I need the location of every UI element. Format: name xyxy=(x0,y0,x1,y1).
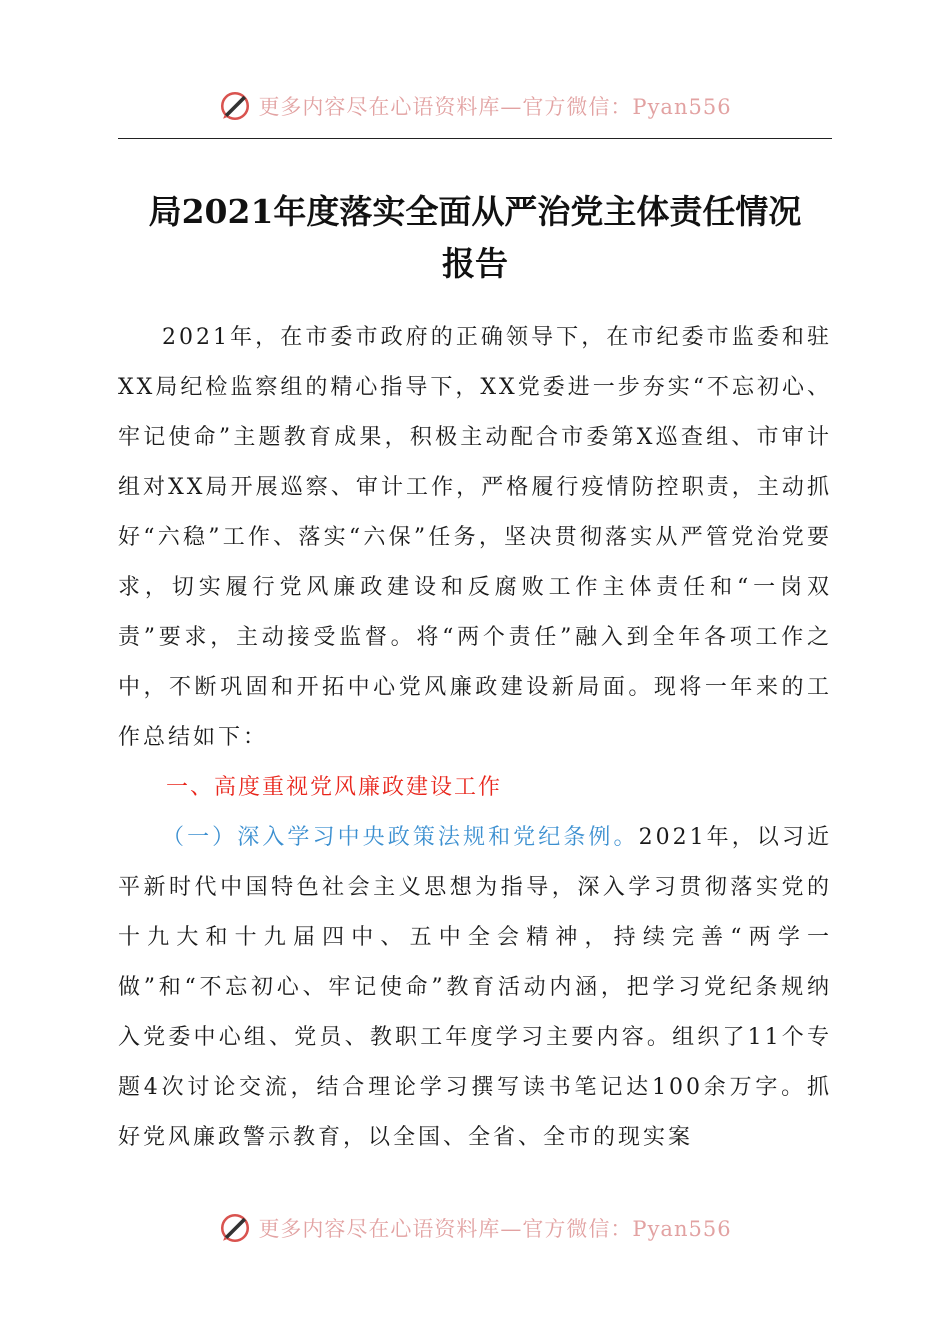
section-heading-1: 一、高度重视党风廉政建设工作 xyxy=(166,775,503,800)
subsection-paragraph-1 xyxy=(118,813,832,1163)
document-title xyxy=(90,186,860,290)
watermark-text: 更多内容尽在心语资料库—官方微信：Pyan556 xyxy=(258,95,732,119)
pen-circle-logo-icon xyxy=(218,89,252,123)
title-line-1: 局2021年度落实全面从严治党主体责任情况 xyxy=(148,192,802,231)
subsection-body-1: 2021年，以习近平新时代中国特色社会主义思想为指导，深入学习贯彻落实党的十九大和十九届四中、五中全会精神，持续完善“两学一做”和“不忘初心、牢记使命”教育活动内涵，把学习党纪条规纳入党委中心组、党员、教职工年度学习主要内容。组织了11个专题4次讨论交流，结合理论学习撰写读书笔记达100余万字。抓好党风廉政警示教育，以全国、全省、全市的现实案 xyxy=(118,825,832,1150)
watermark-header xyxy=(0,86,950,126)
watermark-footer xyxy=(0,1208,950,1248)
subsection-heading-1: （一）深入学习中央政策法规和党纪条例。 xyxy=(162,825,639,850)
watermark-text: 更多内容尽在心语资料库—官方微信：Pyan556 xyxy=(258,1217,732,1241)
title-line-2: 报告 xyxy=(442,244,508,283)
document-body xyxy=(118,313,832,1163)
intro-paragraph: 2021年，在市委市政府的正确领导下，在市纪委市监委和驻XX局纪检监察组的精心指导下，XX党委进一步夯实“不忘初心、牢记使命”主题教育成果，积极主动配合市委第X巡查组、市审计组对XX局开展巡察、审计工作，严格履行疫情防控职责，主动抓好“六稳”工作、落实“六保”任务，坚决贯彻落实从严管党治党要求，切实履行党风廉政建设和反腐败工作主体责任和“一岗双责”要求，主动接受监督。将“两个责任”融入到全年各项工作之中，不断巩固和开拓中心党风廉政建设新局面。现将一年来的工作总结如下： xyxy=(118,325,832,750)
pen-circle-logo-icon xyxy=(218,1211,252,1245)
header-divider xyxy=(118,138,832,139)
